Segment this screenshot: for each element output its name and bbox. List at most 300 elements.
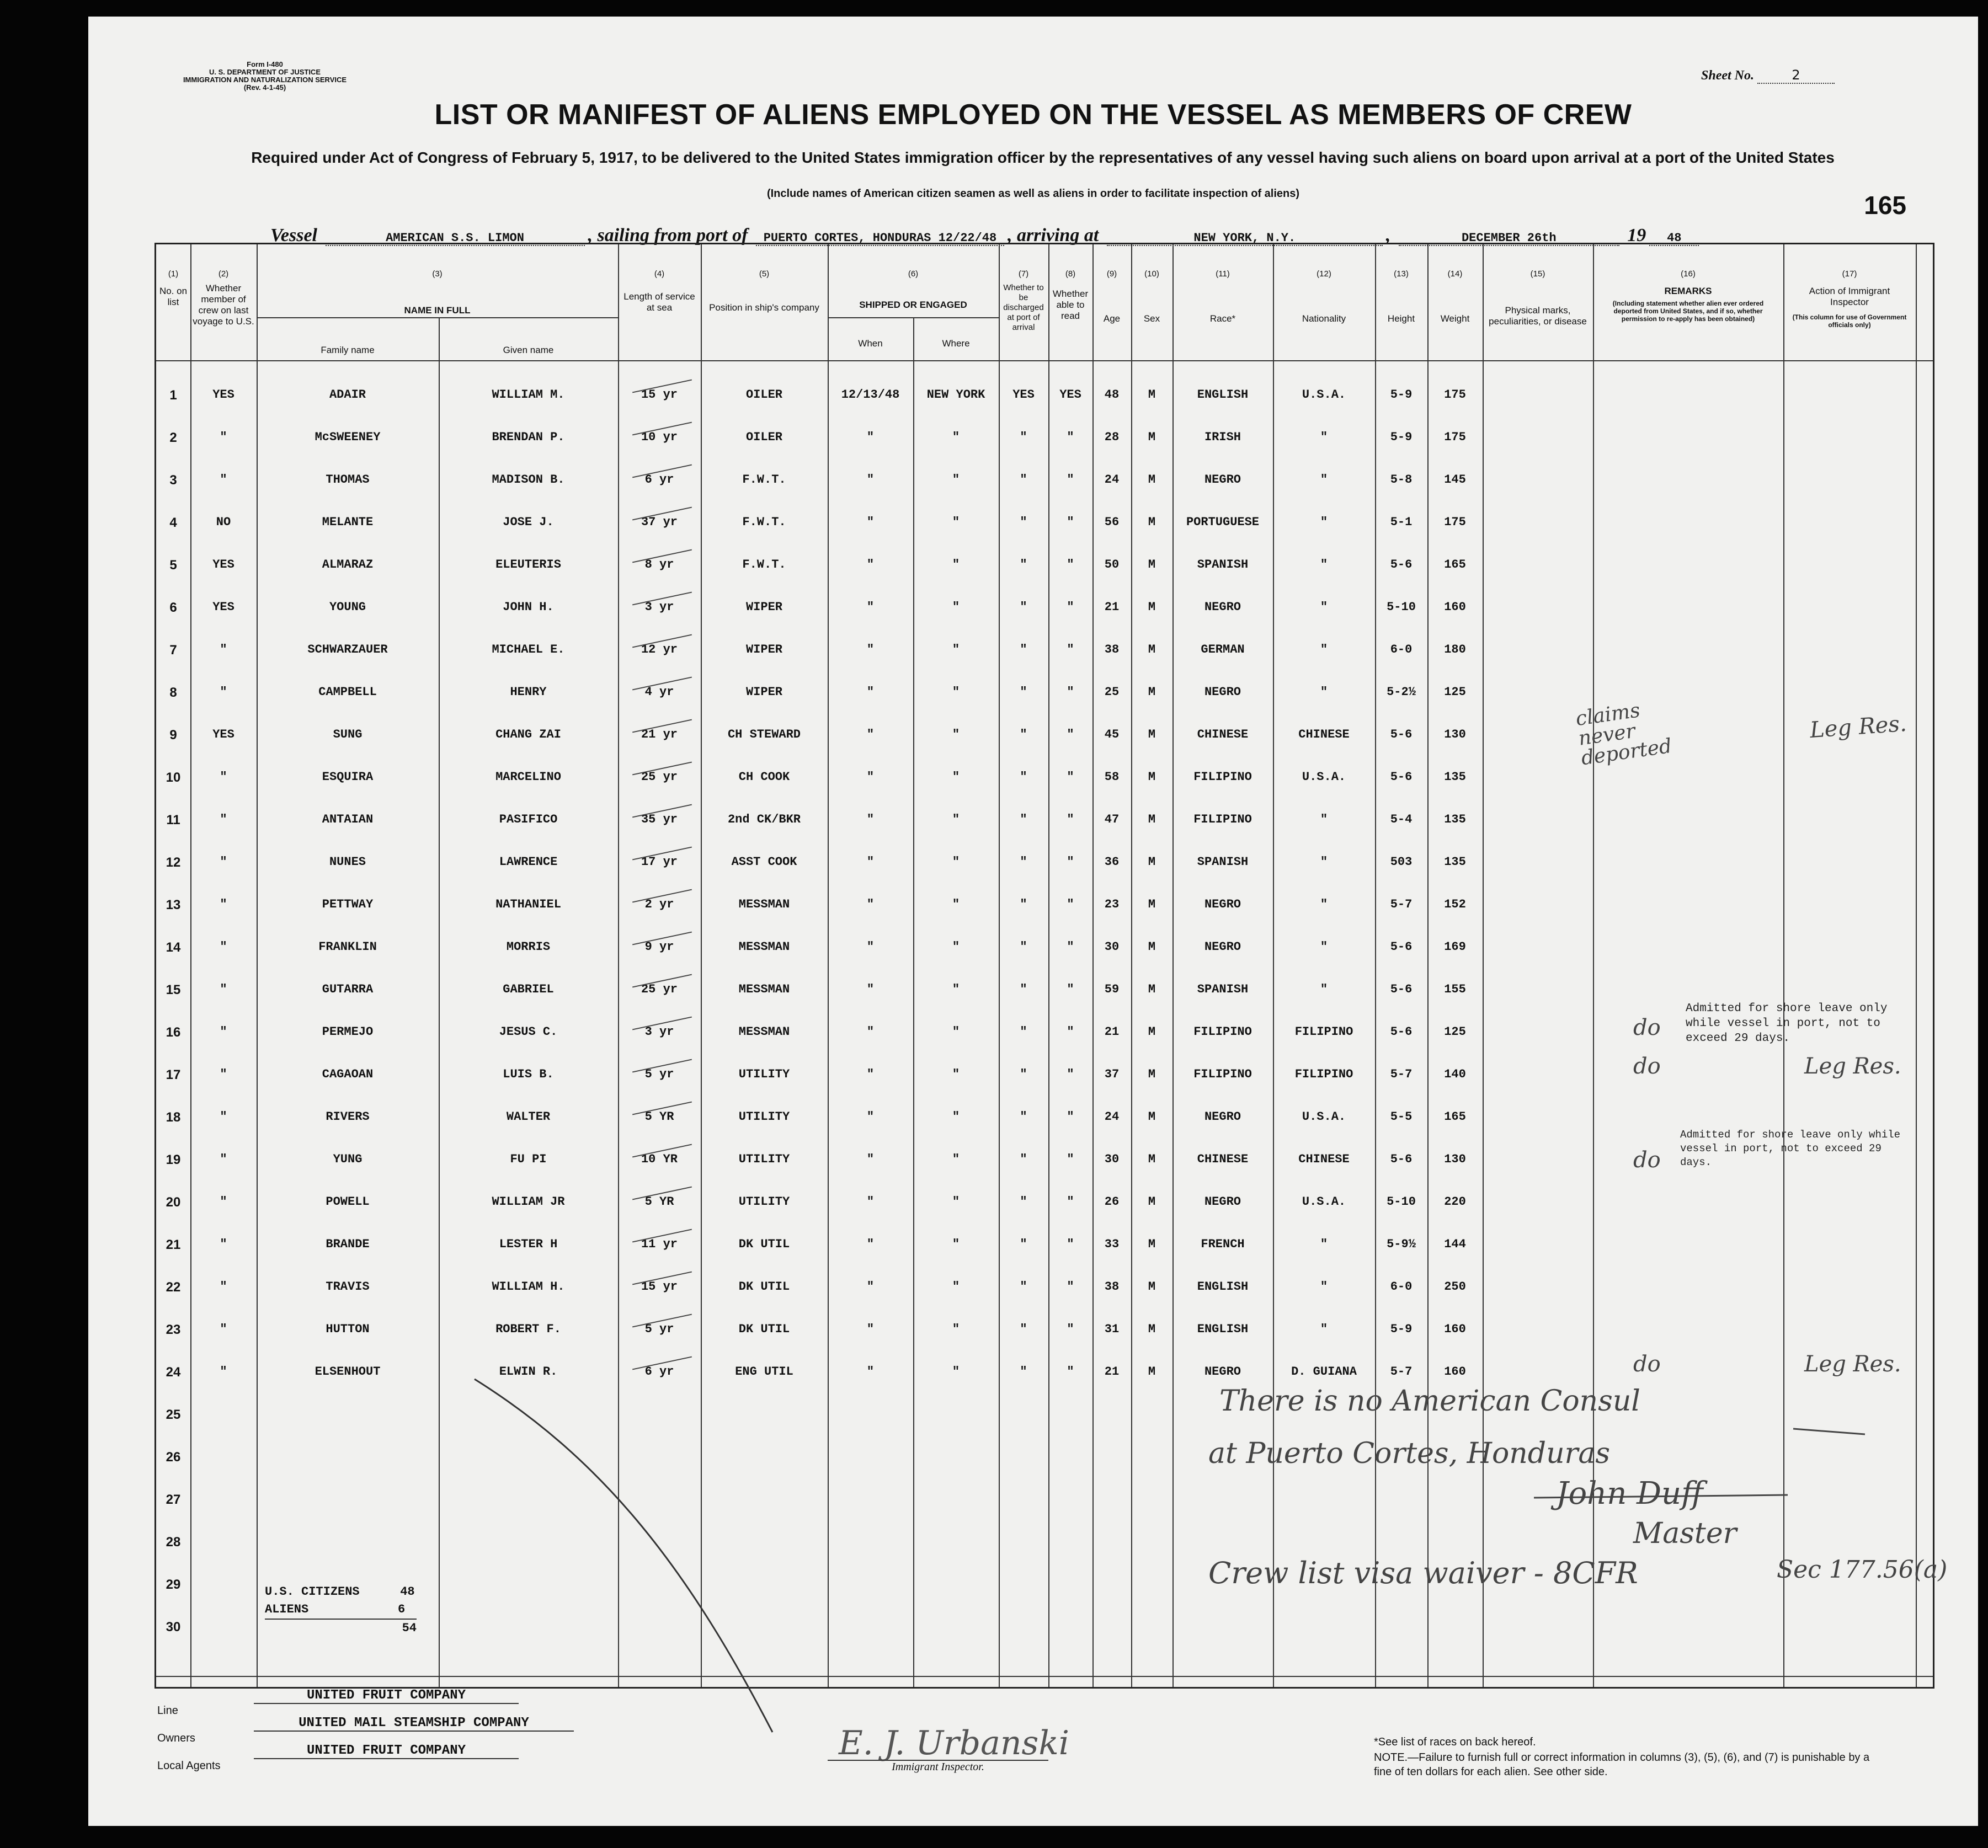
cell-age: 33 [1104, 1237, 1120, 1251]
form-number: Form I-480 [247, 60, 283, 68]
col-num-13: (13) [1394, 269, 1409, 279]
sheet-value: 2 [1757, 67, 1835, 84]
cell-prev: " [220, 1322, 227, 1336]
cell-where: " [952, 600, 960, 614]
cell-read: " [1067, 1152, 1074, 1166]
cell-no: 21 [166, 1237, 181, 1252]
cell-no: 5 [169, 558, 177, 573]
cell-family: FRANKLIN [318, 940, 377, 954]
col-num-15: (15) [1530, 269, 1545, 279]
cell-sex: M [1148, 1365, 1156, 1379]
cell-disch: " [1020, 473, 1027, 487]
cell-sex: M [1148, 643, 1156, 656]
aliens-value: 6 [398, 1603, 406, 1616]
cell-where: " [952, 982, 960, 996]
cell-position: UTILITY [738, 1067, 790, 1081]
col-num-10: (10) [1144, 269, 1159, 279]
cell-position: MESSMAN [738, 982, 790, 996]
cell-where: " [952, 898, 960, 911]
action-row9: Leg Res. [1809, 711, 1907, 744]
cell-service: 8 yr [644, 558, 674, 572]
col-header-action-sub: (This column for use of Government officials only) [1792, 313, 1907, 329]
cell-no: 8 [169, 685, 177, 700]
cell-family: SCHWARZAUER [307, 643, 388, 656]
cell-weight: 160 [1444, 1365, 1466, 1379]
cell-disch: " [1020, 940, 1027, 954]
cell-given: WILLIAM JR [492, 1195, 565, 1209]
voyage-line: Vessel AMERICAN S.S. LIMON , sailing from port of PUERTO CORTES, HONDURAS 12/22/48 , arriving at NEW YORK, N.Y. , DECEMBER 26th 19 48 [270, 225, 1702, 246]
cell-read: " [1067, 1067, 1074, 1081]
cell-age: 58 [1104, 770, 1120, 784]
cell-disch: " [1020, 515, 1027, 529]
cell-age: 50 [1104, 558, 1120, 572]
vessel-name: AMERICAN S.S. LIMON [326, 231, 585, 246]
cell-race: FRENCH [1201, 1237, 1245, 1251]
cell-sex: M [1148, 1195, 1156, 1209]
cell-sex: M [1148, 558, 1156, 572]
cell-where: " [952, 1365, 960, 1379]
cell-family: GUTARRA [322, 982, 374, 996]
cell-height: 5-5 [1390, 1110, 1413, 1124]
cell-read: " [1067, 855, 1074, 869]
cell-race: NEGRO [1204, 940, 1241, 954]
col-num-14: (14) [1447, 269, 1463, 279]
cell-service: 5 yr [644, 1322, 674, 1336]
cell-read: " [1067, 558, 1074, 572]
cell-age: 36 [1104, 855, 1120, 869]
cell-no: 15 [166, 982, 181, 997]
cell-service: 21 yr [641, 728, 678, 741]
cell-prev: " [220, 1237, 227, 1251]
cell-race: IRISH [1204, 430, 1241, 444]
cell-read: " [1067, 1025, 1074, 1039]
cell-where: NEW YORK [926, 388, 985, 402]
arrival-port: NEW YORK, N.Y. [1107, 231, 1383, 246]
col-num-8: (8) [1065, 269, 1076, 279]
cell-disch: YES [1012, 388, 1035, 402]
cell-no: 2 [169, 430, 177, 445]
cell-given: WILLIAM M. [492, 388, 565, 402]
remark-row17: do [1633, 1054, 1661, 1079]
cell-nat: " [1320, 515, 1328, 529]
cell-service: 10 YR [641, 1152, 678, 1166]
cell-race: CHINESE [1197, 728, 1249, 741]
cell-no: 10 [166, 770, 181, 785]
cell-family: TRAVIS [326, 1280, 370, 1294]
col-num-6: (6) [908, 269, 919, 279]
cell-given: NATHANIEL [495, 898, 561, 911]
cell-age: 48 [1104, 388, 1120, 402]
cell-service: 5 YR [644, 1195, 674, 1209]
cell-disch: " [1020, 600, 1027, 614]
cell-sex: M [1148, 1322, 1156, 1336]
departure-port-name: PUERTO CORTES, HONDURAS [763, 231, 931, 245]
col-header-read: Whether able to read [1052, 289, 1089, 321]
cell-where: " [952, 515, 960, 529]
shore-leave-note-2: Admitted for shore leave only while vessel in port, not to exceed 29 days. [1680, 1129, 1901, 1168]
cell-nat: " [1320, 982, 1328, 996]
cell-where: " [952, 1025, 960, 1039]
cell-weight: 175 [1444, 515, 1466, 529]
cell-weight: 175 [1444, 430, 1466, 444]
cell-prev: " [220, 1195, 227, 1209]
vessel-label: Vessel [270, 225, 317, 245]
cell-read: " [1067, 473, 1074, 487]
cell-nat: FILIPINO [1294, 1025, 1353, 1039]
cell-given: JESUS C. [499, 1025, 558, 1039]
cell-read: " [1067, 685, 1074, 699]
cell-family: THOMAS [326, 473, 370, 487]
cell-service: 37 yr [641, 515, 678, 529]
remark-row16: do [1633, 1015, 1661, 1040]
us-citizens-value: 48 [400, 1585, 415, 1599]
cell-no: 12 [166, 855, 181, 870]
cell-weight: 135 [1444, 770, 1466, 784]
cell-where: " [952, 685, 960, 699]
cell-race: NEGRO [1204, 600, 1241, 614]
cell-read: " [1067, 1110, 1074, 1124]
cell-position: UTILITY [738, 1152, 790, 1166]
cell-sex: M [1148, 1237, 1156, 1251]
cell-nat: " [1320, 1237, 1328, 1251]
action-row24: Leg Res. [1804, 1352, 1901, 1377]
cell-family: PETTWAY [322, 898, 374, 911]
cell-service: 35 yr [641, 813, 678, 826]
col-header-age: Age [1103, 313, 1121, 324]
cell-read: " [1067, 813, 1074, 826]
remark-row24: do [1633, 1352, 1661, 1377]
cell-where: " [952, 473, 960, 487]
cell-disch: " [1020, 685, 1027, 699]
cell-race: SPANISH [1197, 558, 1249, 572]
cell-nat: CHINESE [1298, 1152, 1350, 1166]
cell-disch: " [1020, 982, 1027, 996]
cell-given: HENRY [510, 685, 547, 699]
cell-when: " [866, 1110, 875, 1124]
cell-when: " [866, 515, 875, 529]
cell-nat: D. GUIANA [1291, 1365, 1357, 1379]
cell-race: CHINESE [1197, 1152, 1249, 1166]
cell-when: " [866, 1025, 875, 1039]
col-header-when: When [858, 338, 883, 349]
pen-stroke [475, 1379, 772, 1732]
cell-age: 21 [1104, 1025, 1120, 1039]
remark-claims-never-deported: claims never deported [1574, 699, 1673, 770]
cell-weight: 135 [1444, 813, 1466, 826]
cell-disch: " [1020, 1195, 1027, 1209]
empty-row-number: 27 [166, 1492, 181, 1507]
cell-where: " [952, 643, 960, 656]
cell-position: MESSMAN [738, 898, 790, 911]
cell-sex: M [1148, 770, 1156, 784]
cell-prev: " [220, 982, 227, 996]
cell-no: 14 [166, 940, 181, 955]
cell-weight: 160 [1444, 1322, 1466, 1336]
year-suffix: 48 [1649, 231, 1699, 246]
cell-age: 21 [1104, 1365, 1120, 1379]
cell-disch: " [1020, 1365, 1027, 1379]
cell-read: " [1067, 430, 1074, 444]
cell-position: F.W.T. [742, 515, 786, 529]
cell-no: 4 [169, 515, 177, 530]
cell-sex: M [1148, 728, 1156, 741]
cell-race: ENGLISH [1197, 1322, 1249, 1336]
inspector-label: Immigrant Inspector. [828, 1760, 1048, 1774]
cell-height: 5-7 [1390, 1365, 1413, 1379]
cell-height: 5-6 [1390, 770, 1413, 784]
cell-when: " [866, 1152, 875, 1166]
cell-given: GABRIEL [503, 982, 554, 996]
cell-when: 12/13/48 [841, 388, 900, 402]
cell-no: 1 [169, 388, 177, 403]
cell-given: MICHAEL E. [492, 643, 565, 656]
cell-family: YOUNG [329, 600, 366, 614]
cell-read: " [1067, 600, 1074, 614]
action-row17: Leg Res. [1804, 1054, 1901, 1079]
col-header-shipped: SHIPPED OR ENGAGED [859, 300, 967, 310]
cell-family: ANTAIAN [322, 813, 374, 826]
cell-sex: M [1148, 600, 1156, 614]
cell-family: CAGAOAN [322, 1067, 374, 1081]
cell-when: " [866, 600, 875, 614]
cell-sex: M [1148, 982, 1156, 996]
cell-disch: " [1020, 558, 1027, 572]
cell-when: " [866, 1237, 875, 1251]
cell-no: 23 [166, 1322, 181, 1337]
cell-read: " [1067, 1195, 1074, 1209]
cell-nat: " [1320, 1280, 1328, 1294]
cell-height: 5-10 [1387, 1195, 1416, 1209]
cell-age: 23 [1104, 898, 1120, 911]
cell-height: 5-6 [1390, 1025, 1413, 1039]
empty-row-number: 28 [166, 1535, 181, 1550]
cell-race: GERMAN [1201, 643, 1245, 656]
cell-prev: " [220, 770, 227, 784]
year-prefix: 19 [1627, 225, 1646, 245]
col-num-2: (2) [218, 269, 229, 279]
cell-where: " [952, 940, 960, 954]
cell-height: 5-7 [1390, 1067, 1413, 1081]
cell-no: 20 [166, 1195, 181, 1210]
cell-nat: FILIPINO [1294, 1067, 1353, 1081]
cell-position: OILER [745, 388, 782, 402]
cell-where: " [952, 813, 960, 826]
col-header-service: Length of service at sea [623, 291, 695, 313]
cell-height: 5-1 [1390, 515, 1413, 529]
cell-sex: M [1148, 430, 1156, 444]
cell-read: " [1067, 643, 1074, 656]
agents-value: UNITED FRUIT COMPANY [254, 1743, 519, 1759]
col-num-17: (17) [1842, 269, 1857, 279]
cell-read: " [1067, 1237, 1074, 1251]
cell-service: 11 yr [641, 1237, 678, 1251]
cell-given: JOHN H. [503, 600, 554, 614]
cell-family: McSWEENEY [315, 430, 381, 444]
cell-no: 19 [166, 1152, 181, 1167]
cell-race: ENGLISH [1197, 388, 1249, 402]
cell-given: LESTER H [499, 1237, 558, 1251]
cell-nat: U.S.A. [1302, 1110, 1346, 1124]
section-reference: Sec 177.56(a) [1777, 1556, 1948, 1584]
col-num-12: (12) [1317, 269, 1331, 279]
cell-read: " [1067, 898, 1074, 911]
cell-read: " [1067, 1365, 1074, 1379]
cell-read: " [1067, 982, 1074, 996]
cell-when: " [866, 770, 875, 784]
cell-age: 59 [1104, 982, 1120, 996]
cell-family: YUNG [333, 1152, 363, 1166]
cell-weight: 175 [1444, 388, 1466, 402]
col-header-no: No. on list [159, 286, 188, 307]
cell-position: F.W.T. [742, 473, 786, 487]
cell-disch: " [1020, 1067, 1027, 1081]
cell-position: OILER [745, 430, 782, 444]
cell-height: 503 [1390, 855, 1413, 869]
cell-prev: " [220, 1025, 227, 1039]
cell-nat: U.S.A. [1302, 1195, 1346, 1209]
cell-race: FILIPINO [1193, 813, 1252, 826]
cell-given: WALTER [506, 1110, 551, 1124]
cell-service: 2 yr [644, 898, 674, 911]
cell-where: " [952, 430, 960, 444]
cell-height: 5-10 [1387, 600, 1416, 614]
cell-weight: 165 [1444, 558, 1466, 572]
owners-value: UNITED MAIL STEAMSHIP COMPANY [254, 1716, 574, 1732]
cell-family: RIVERS [326, 1110, 370, 1124]
cell-sex: M [1148, 1280, 1156, 1294]
cell-disch: " [1020, 1110, 1027, 1124]
cell-height: 5-2½ [1387, 685, 1416, 699]
empty-row-number: 26 [166, 1450, 181, 1465]
cell-race: FILIPINO [1193, 1067, 1252, 1081]
cell-given: WILLIAM H. [492, 1280, 565, 1294]
cell-when: " [866, 473, 875, 487]
document-instruction: (Include names of American citizen seamen as well as aliens in order to facilitate inspection of aliens) [766, 188, 1300, 200]
cell-weight: 152 [1444, 898, 1466, 911]
cell-weight: 155 [1444, 982, 1466, 996]
cell-nat: CHINESE [1298, 728, 1350, 741]
cell-prev: " [220, 430, 227, 444]
cell-given: MARCELINO [495, 770, 561, 784]
cell-read: " [1067, 1280, 1074, 1294]
cell-disch: " [1020, 855, 1027, 869]
cell-disch: " [1020, 1237, 1027, 1251]
cell-service: 15 yr [641, 388, 678, 402]
cell-given: LUIS B. [503, 1067, 554, 1081]
shore-leave-note-1: Admitted for shore leave only while vessel in port, not to exceed 29 days. [1686, 1002, 1888, 1045]
cell-no: 7 [169, 643, 177, 658]
cell-nat: " [1320, 558, 1328, 572]
cell-where: " [952, 1237, 960, 1251]
cell-age: 45 [1104, 728, 1120, 741]
cell-height: 5-6 [1390, 982, 1413, 996]
cell-service: 9 yr [644, 940, 674, 954]
col-header-race: Race* [1209, 313, 1236, 324]
line-label: Line [157, 1705, 178, 1717]
visa-waiver-note: Crew list visa waiver - 8CFR [1208, 1556, 1638, 1590]
cell-weight: 180 [1444, 643, 1466, 656]
cell-weight: 169 [1444, 940, 1466, 954]
cell-given: ELWIN R. [499, 1365, 558, 1379]
cell-age: 26 [1104, 1195, 1120, 1209]
cell-disch: " [1020, 430, 1027, 444]
department-name: U. S. DEPARTMENT OF JUSTICE [209, 68, 321, 76]
cell-disch: " [1020, 1025, 1027, 1039]
cell-position: WIPER [745, 685, 782, 699]
cell-nat: " [1320, 473, 1328, 487]
cell-prev: " [220, 643, 227, 656]
cell-sex: M [1148, 388, 1156, 402]
cell-position: F.W.T. [742, 558, 786, 572]
cell-height: 5-9 [1390, 388, 1413, 402]
cell-family: ESQUIRA [322, 770, 374, 784]
cell-race: NEGRO [1204, 1365, 1241, 1379]
cell-race: FILIPINO [1193, 1025, 1252, 1039]
cell-sex: M [1148, 1110, 1156, 1124]
cell-service: 10 yr [641, 430, 678, 444]
cell-position: DK UTIL [738, 1280, 790, 1294]
cell-sex: M [1148, 1152, 1156, 1166]
cell-when: " [866, 1322, 875, 1336]
cell-service: 25 yr [641, 982, 678, 996]
cell-when: " [866, 728, 875, 741]
cell-family: SUNG [333, 728, 363, 741]
cell-nat: " [1320, 430, 1328, 444]
col-header-nationality: Nationality [1302, 313, 1346, 324]
cell-weight: 135 [1444, 855, 1466, 869]
consul-note-line-1: There is no American Consul [1219, 1385, 1640, 1418]
cell-when: " [866, 1195, 875, 1209]
cell-sex: M [1148, 940, 1156, 954]
cell-service: 6 yr [644, 1365, 674, 1379]
cell-service: 17 yr [641, 855, 678, 869]
cell-where: " [952, 1280, 960, 1294]
cell-age: 56 [1104, 515, 1120, 529]
cell-race: NEGRO [1204, 685, 1241, 699]
cell-prev: " [220, 1280, 227, 1294]
cell-no: 24 [166, 1365, 181, 1380]
us-citizens-label: U.S. CITIZENS [265, 1585, 360, 1599]
cell-prev: YES [212, 388, 234, 402]
agents-label: Local Agents [157, 1760, 221, 1772]
col-header-height: Height [1387, 313, 1415, 324]
cell-race: PORTUGUESE [1186, 515, 1260, 529]
cell-race: SPANISH [1197, 855, 1249, 869]
cell-disch: " [1020, 1152, 1027, 1166]
cell-given: MADISON B. [492, 473, 565, 487]
cell-nat: " [1320, 685, 1328, 699]
cell-given: FU PI [510, 1152, 547, 1166]
cell-where: " [952, 855, 960, 869]
cell-sex: M [1148, 1025, 1156, 1039]
cell-family: HUTTON [326, 1322, 370, 1336]
cell-nat: " [1320, 855, 1328, 869]
cell-height: 5-8 [1390, 473, 1413, 487]
cell-when: " [866, 558, 875, 572]
cell-prev: " [220, 940, 227, 954]
pen-stroke [1793, 1429, 1865, 1434]
cell-sex: M [1148, 898, 1156, 911]
cell-height: 5-9 [1390, 430, 1413, 444]
cell-position: DK UTIL [738, 1237, 790, 1251]
cell-prev: " [220, 1152, 227, 1166]
cell-weight: 160 [1444, 600, 1466, 614]
cell-weight: 144 [1444, 1237, 1466, 1251]
cell-weight: 250 [1444, 1280, 1466, 1294]
cell-prev: " [220, 813, 227, 826]
cell-nat: " [1320, 898, 1328, 911]
cell-disch: " [1020, 813, 1027, 826]
